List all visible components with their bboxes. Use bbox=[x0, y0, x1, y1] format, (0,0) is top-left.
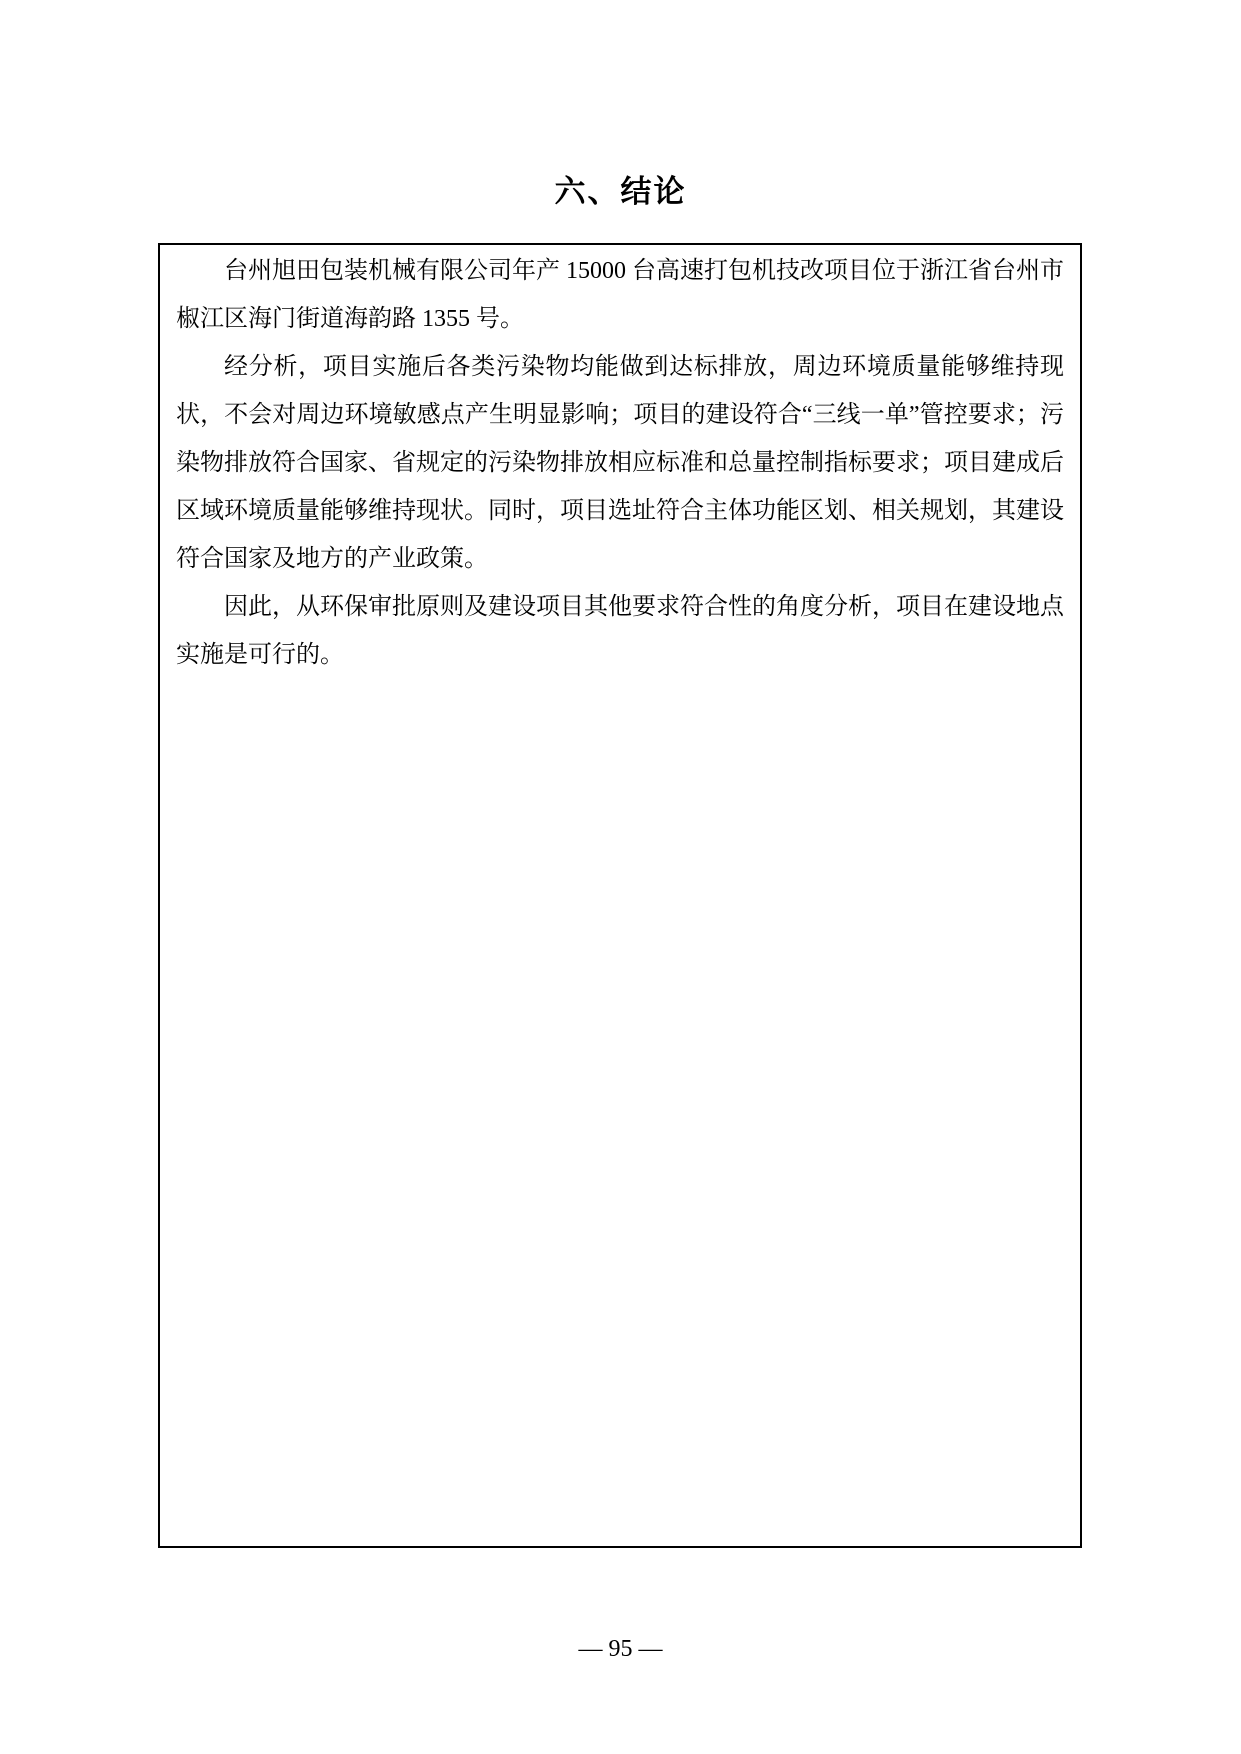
page-title: 六、结论 bbox=[554, 174, 687, 209]
paragraph-analysis-conclusion: 经分析，项目实施后各类污染物均能做到达标排放，周边环境质量能够维持现状，不会对周边环境敏感点产生明显影响；项目的建设符合“三线一单”管控要求；污染物排放符合国家、省规定的污染物排放相应标准和总量控制指标要求；项目建成后区域环境质量能够维持现状。同时，项目选址符合主体功能区划、相关规划，其建设符合国家及地方的产业政策。 bbox=[176, 354, 1064, 572]
paragraph-project-location: 台州旭田包装机械有限公司年产 15000 台高速打包机技改项目位于浙江省台州市椒江区海门街道海韵路 1355 号。 bbox=[176, 258, 1064, 332]
paragraph-feasibility-statement: 因此，从环保审批原则及建设项目其他要求符合性的角度分析，项目在建设地点实施是可行的。 bbox=[176, 594, 1064, 668]
page-number: — 95 — bbox=[578, 1636, 663, 1662]
conclusion-border-box bbox=[158, 243, 1082, 1548]
